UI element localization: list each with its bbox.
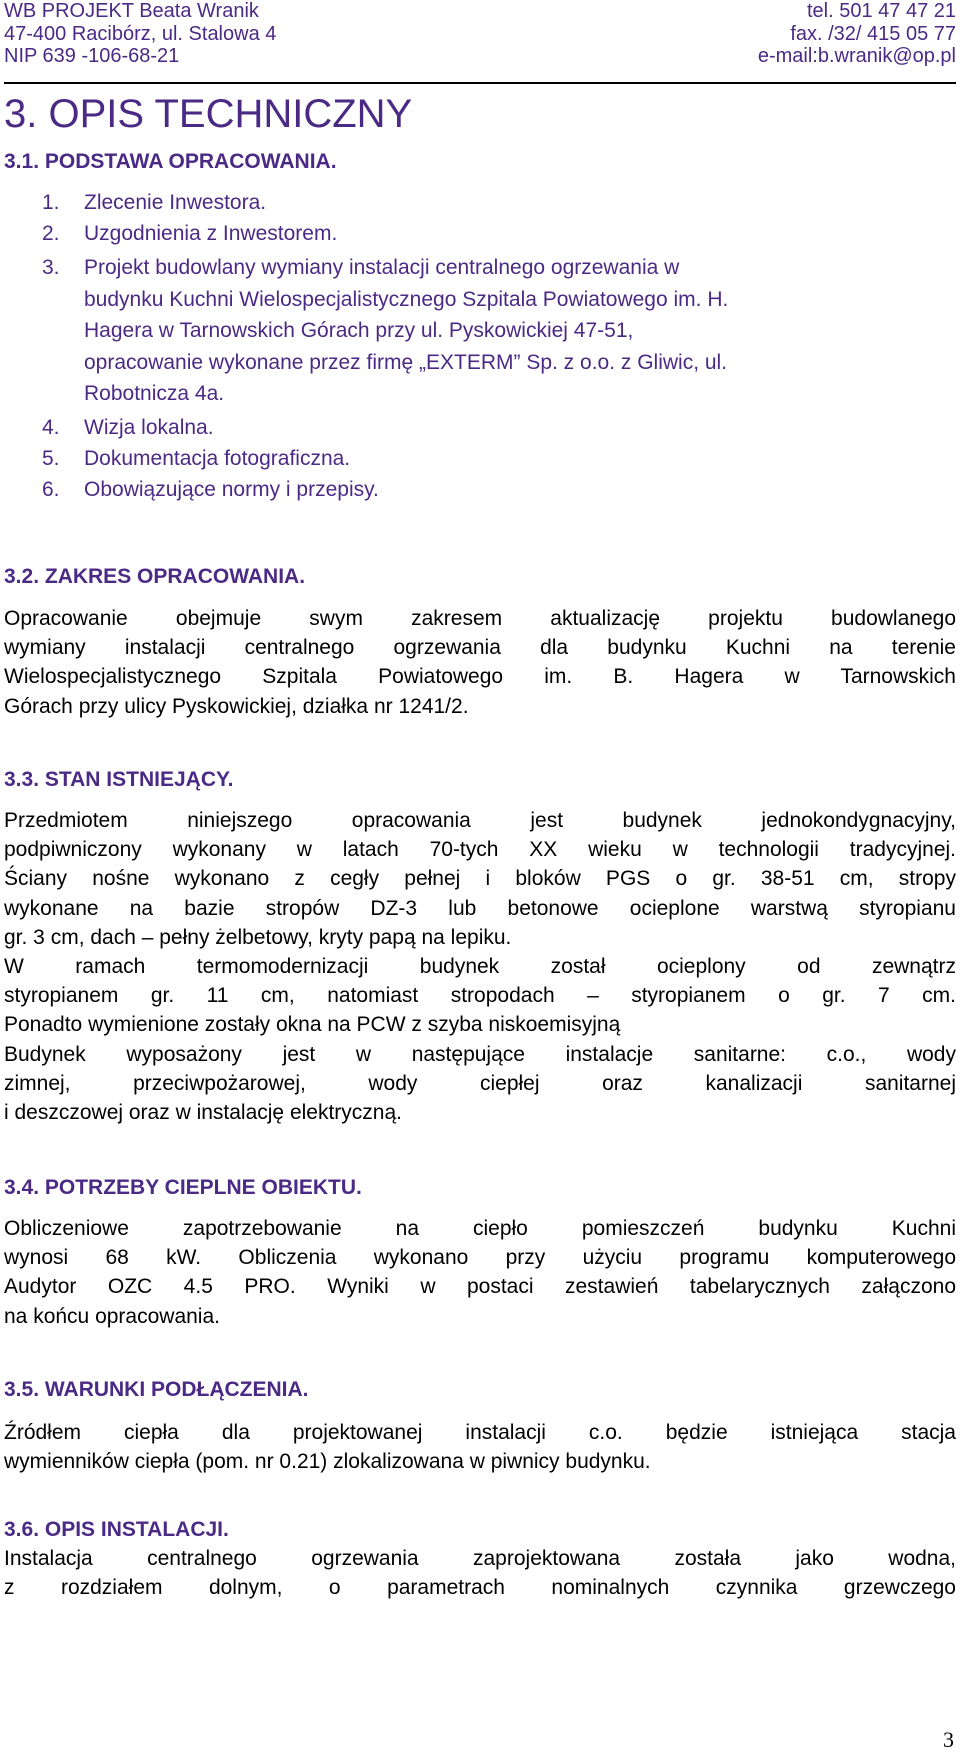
list-text: Wizja lokalna. (84, 415, 214, 439)
section-heading-3-5: 3.5. WARUNKI PODŁĄCZENIA. (4, 1378, 309, 1401)
list-text: Robotnicza 4a. (84, 382, 225, 405)
list-item (42, 190, 862, 216)
fax: fax. /32/ 415 05 77 (790, 22, 956, 45)
text-line: z rozdziałem dolnym, o parametrach nominalnych czynnika grzewczego (4, 1576, 956, 1600)
list-number: 4. (42, 415, 60, 439)
section-heading-3-1: 3.1. PODSTAWA OPRACOWANIA. (4, 150, 337, 173)
text-line: Przedmiotem niniejszego opracowania jest budynek jednokondygnacyjny, (4, 809, 956, 832)
text-line: Budynek wyposażony jest w następujące instalacje sanitarne: c.o., wody (4, 1042, 956, 1066)
header-divider (4, 82, 956, 84)
scope-paragraph (4, 604, 956, 721)
text-line: Instalacja centralnego ogrzewania zaprojektowana została jako wodna, (4, 1547, 956, 1570)
section-heading-3-3: 3.3. STAN ISTNIEJĄCY. (4, 768, 234, 791)
connection-paragraph (4, 1418, 956, 1476)
letterhead (4, 0, 956, 84)
contact-info (758, 0, 956, 68)
text-line: Górach przy ulicy Pyskowickiej, działka nr 1241/2. (4, 694, 469, 718)
text-line: W ramach termomodernizacji budynek został ocieplony od zewnątrz (4, 955, 956, 979)
text-line: Audytor OZC 4.5 PRO. Wyniki w postaci zestawień tabelarycznych załączono (4, 1275, 956, 1299)
text-line: Opracowanie obejmuje swym zakresem aktualizację projektu budowlanego (4, 607, 956, 630)
text-line: gr. 3 cm, dach – pełny żelbetowy, kryty papą na lepiku. (4, 925, 512, 949)
company-name: WB PROJEKT Beata Wranik (4, 0, 259, 22)
list-text: budynku Kuchni Wielospecjalistycznego Szpitala Powiatowego im. H. (84, 287, 729, 311)
text-line: styropianem gr. 11 cm, natomiast stropodach – styropianem o gr. 7 cm. (4, 984, 956, 1008)
document-title: 3. OPIS TECHNICZNY (4, 92, 413, 136)
list-item (42, 221, 862, 247)
list-text: Obowiązujące normy i przepisy. (84, 477, 379, 501)
existing-state-paragraph (4, 806, 956, 1127)
text-line: wymienników ciepła (pom. nr 0.21) zlokalizowana w piwnicy budynku. (4, 1450, 651, 1474)
list-number: 1. (42, 191, 60, 214)
list-item (42, 252, 862, 410)
company-nip: NIP 639 -106-68-21 (4, 45, 180, 67)
company-info (4, 0, 276, 68)
text-line: Ponadto wymienione zostały okna na PCW z szyba niskoemisyjną (4, 1013, 621, 1037)
list-text: Hagera w Tarnowskich Górach przy ul. Pyskowickiej 47-51, (84, 319, 634, 342)
text-line: i deszczowej oraz w instalację elektryczną. (4, 1101, 402, 1125)
list-number: 6. (42, 477, 60, 501)
text-line: podpiwniczony wykonany w latach 70-tych XX wieku w technologii tradycyjnej. (4, 838, 956, 862)
email: e-mail:b.wranik@op.pl (757, 45, 956, 67)
heat-demand-paragraph (4, 1214, 956, 1331)
company-address: 47-400 Racibórz, ul. Stalowa 4 (4, 22, 277, 45)
list-number: 3. (42, 256, 60, 279)
list-item (42, 415, 862, 441)
list-text: opracowanie wykonane przez firmę „EXTERM” Sp. z o.o. z Gliwic, ul. (84, 350, 728, 374)
installation-paragraph (4, 1544, 956, 1602)
phone: tel. 501 47 47 21 (806, 0, 956, 22)
list-item (42, 477, 862, 503)
text-line: wykonane na bazie stropów DZ-3 lub betonowe ocieplone warstwą styropianu (4, 896, 956, 920)
list-text: Projekt budowlany wymiany instalacji centralnego ogrzewania w (84, 256, 680, 279)
list-text: Uzgodnienia z Inwestorem. (84, 222, 338, 245)
section-heading-3-6: 3.6. OPIS INSTALACJI. (4, 1518, 229, 1541)
text-line: Ściany nośne wykonano z cegły pełnej i bloków PGS o gr. 38-51 cm, stropy (4, 867, 956, 891)
text-line: wymiany instalacji centralnego ogrzewania dla budynku Kuchni na terenie (4, 636, 956, 660)
section-heading-3-4: 3.4. POTRZEBY CIEPLNE OBIEKTU. (4, 1176, 362, 1199)
list-number: 2. (42, 222, 60, 245)
list-text: Dokumentacja fotograficzna. (84, 446, 351, 470)
text-line: Źródłem ciepła dla projektowanej instalacji c.o. będzie istniejąca stacja (4, 1421, 956, 1444)
list-number: 5. (42, 446, 60, 470)
text-line: wynosi 68 kW. Obliczenia wykonano przy użyciu programu komputerowego (4, 1246, 956, 1270)
page-number: 3 (943, 1727, 954, 1752)
basis-list (42, 190, 862, 503)
text-line: zimnej, przeciwpożarowej, wody ciepłej oraz kanalizacji sanitarnej (4, 1071, 956, 1095)
text-line: na końcu opracowania. (4, 1304, 220, 1328)
section-heading-3-2: 3.2. ZAKRES OPRACOWANIA. (4, 565, 306, 588)
text-line: Wielospecjalistycznego Szpitala Powiatowego im. B. Hagera w Tarnowskich (4, 665, 956, 689)
list-item (42, 446, 862, 472)
list-text: Zlecenie Inwestora. (84, 191, 267, 214)
text-line: Obliczeniowe zapotrzebowanie na ciepło pomieszczeń budynku Kuchni (4, 1217, 956, 1240)
